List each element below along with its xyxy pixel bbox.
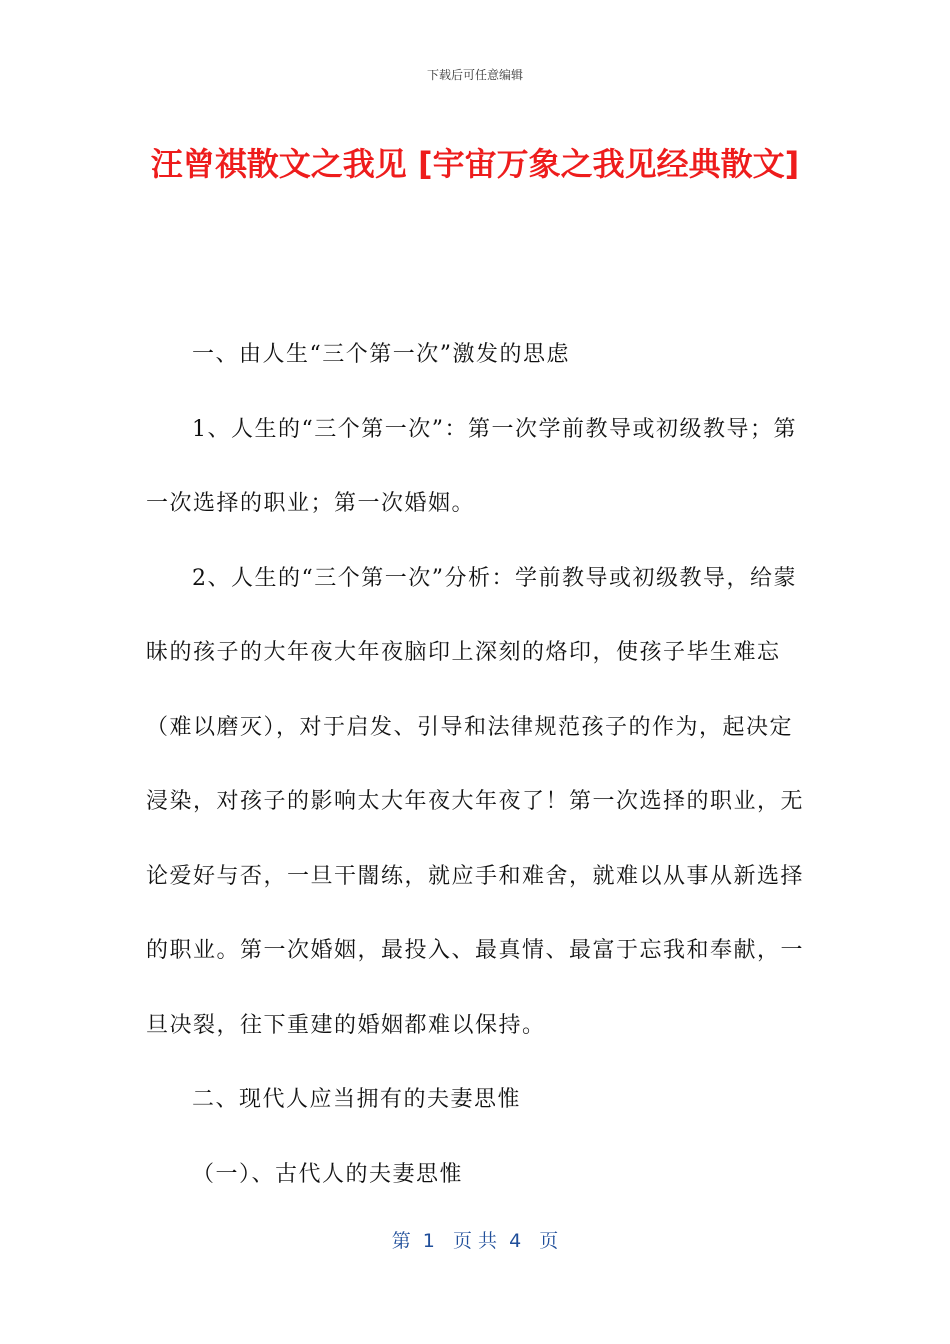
document-title: 汪曾祺散文之我见 [宇宙万象之我见经典散文] xyxy=(150,145,800,183)
header-note: 下载后可任意编辑 xyxy=(426,68,523,82)
paragraph: 2、人生的“三个第一次”分析：学前教导或初级教导，给蒙昧的孩子的大年夜大年夜脑印上深刻的烙印，使孩子毕生难忘（难以磨灭），对于启发、引导和法律规范孩子的作为，起决定浸染，对孩子的影响太大年夜大年夜了！第一次选择的职业，无论爱好与否，一旦干闇练，就应手和难舍，就难以从事从新选择的职业。第一次婚姻，最投入、最真情、最富于忘我和奉献，一旦决裂，往下重建的婚姻都难以保持。 xyxy=(146,565,805,1038)
document-body xyxy=(146,318,810,1212)
paragraph: 一、由人生“三个第一次”激发的思虑 xyxy=(192,342,570,367)
paragraph: 二、现代人应当拥有的夫妻思惟 xyxy=(192,1087,522,1112)
paragraph: （一）、古代人的夫妻思惟 xyxy=(192,1161,464,1187)
page-footer: 第 1 页 共 4 页 xyxy=(391,1230,559,1252)
paragraph: 1、人生的“三个第一次”：第一次学前教导或初级教导；第一次选择的职业；第一次婚姻。 xyxy=(146,416,797,516)
